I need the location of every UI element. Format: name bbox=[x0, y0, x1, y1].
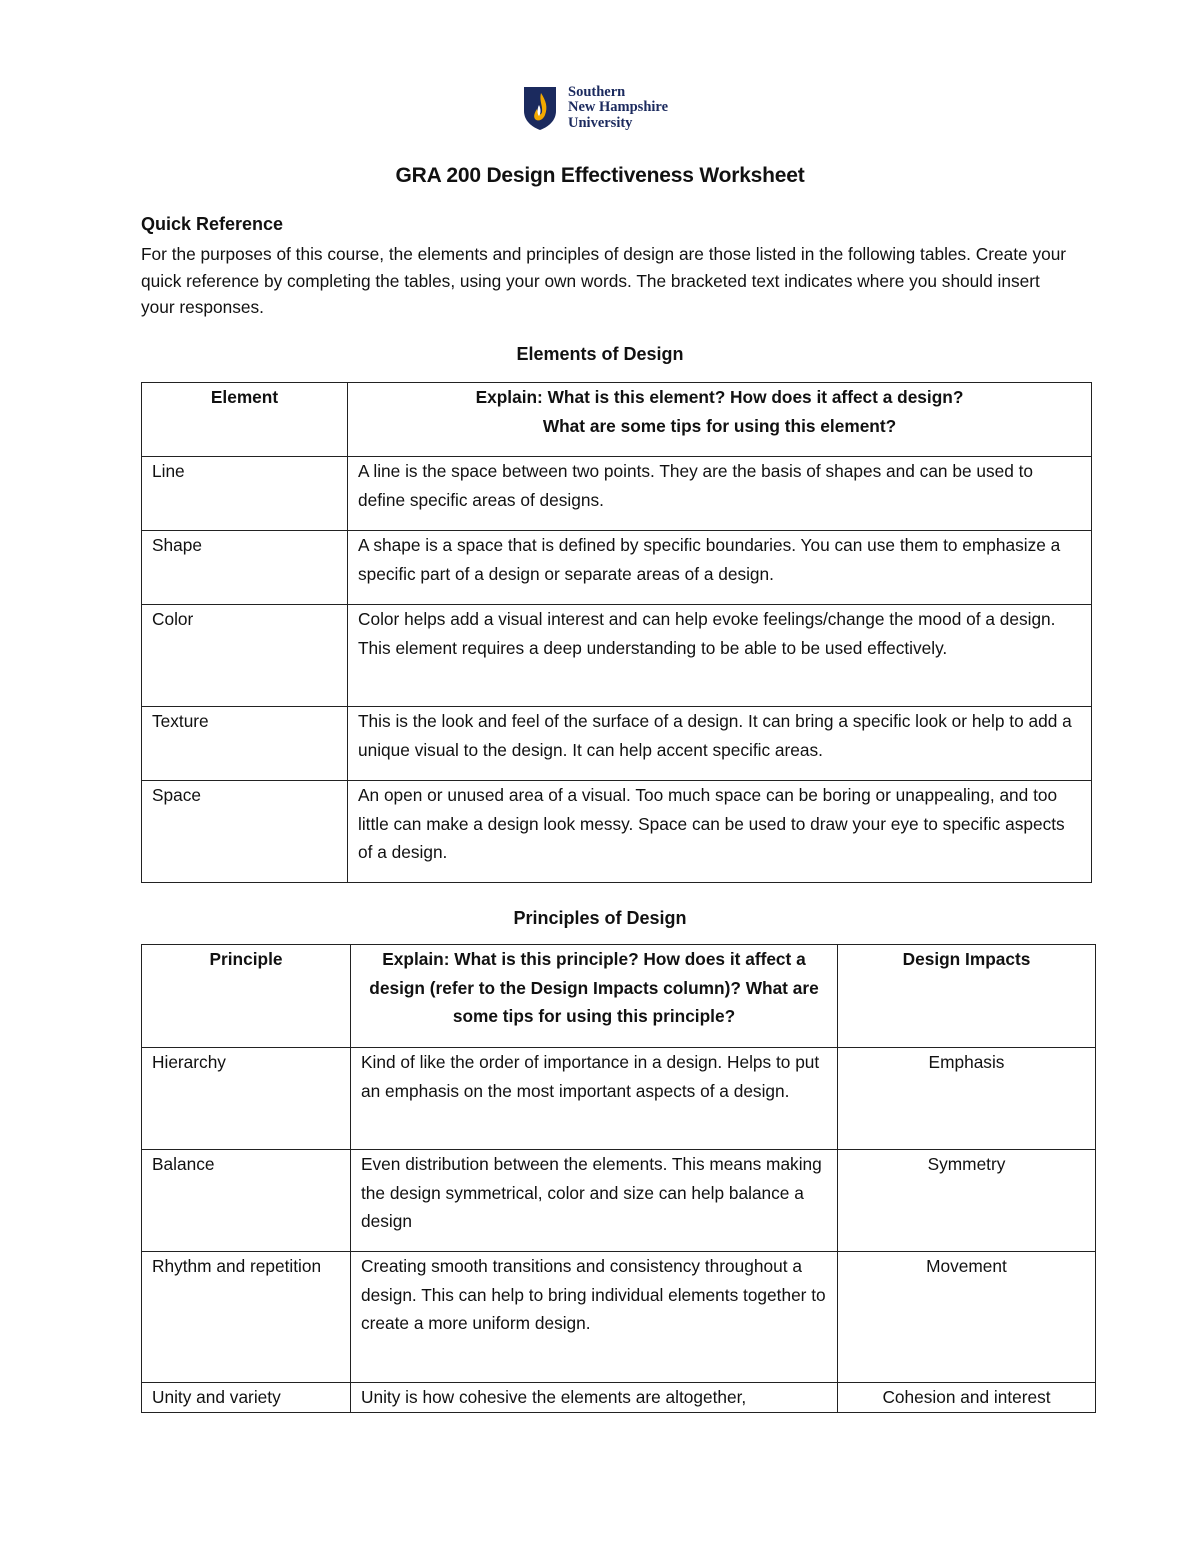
header-explain-line-2: What are some tips for using this element? bbox=[542, 415, 897, 436]
element-name: Space bbox=[142, 781, 348, 883]
header-explain: Explain: What is this principle? How does it affect a design (refer to the Design Impacts column)? What are some tips for using this principle? bbox=[351, 945, 838, 1048]
principles-table bbox=[141, 944, 1096, 1413]
elements-table-title: Elements of Design bbox=[516, 344, 684, 364]
table-row bbox=[142, 1383, 1096, 1413]
element-name: Texture bbox=[142, 707, 348, 781]
principle-name: Hierarchy bbox=[142, 1048, 351, 1150]
shield-flame-icon bbox=[522, 85, 558, 131]
header-explain bbox=[348, 383, 1092, 457]
table-row bbox=[142, 1150, 1096, 1252]
element-explain: An open or unused area of a visual. Too much space can be boring or unappealing, and too little can make a design look messy. Space can be used to draw your eye to specific aspects of a design. bbox=[348, 781, 1092, 883]
table-row bbox=[142, 457, 1092, 531]
university-logo bbox=[522, 84, 668, 132]
element-name: Color bbox=[142, 605, 348, 707]
principle-name: Rhythm and repetition bbox=[142, 1252, 351, 1383]
header-explain-line-1: Explain: What is this element? How does it affect a design? bbox=[475, 387, 964, 407]
header-principle: Principle bbox=[142, 945, 351, 1048]
table-row bbox=[142, 1048, 1096, 1150]
element-explain: A line is the space between two points. They are the basis of shapes and can be used to define specific areas of designs. bbox=[348, 457, 1092, 531]
logo-line-1: Southern bbox=[568, 83, 626, 100]
table-row bbox=[142, 531, 1092, 605]
table-row bbox=[142, 1252, 1096, 1383]
intro-paragraph: For the purposes of this course, the elements and principles of design are those listed in the following tables. Create your quick reference by completing the tables, using your own words. The bracketed text indicates where you should insert your responses. bbox=[141, 244, 1067, 317]
element-name: Shape bbox=[142, 531, 348, 605]
table-header-row bbox=[142, 945, 1096, 1048]
principle-name: Unity and variety bbox=[142, 1383, 351, 1413]
logo-line-2: New Hampshire bbox=[568, 99, 669, 116]
header-element: Element bbox=[142, 383, 348, 457]
element-explain: A shape is a space that is defined by specific boundaries. You can use them to emphasize a specific part of a design or separate areas of a design. bbox=[348, 531, 1092, 605]
element-explain: Color helps add a visual interest and can help evoke feelings/change the mood of a design. This element requires a deep understanding to be able to be used effectively. bbox=[348, 605, 1092, 707]
principle-explain: Kind of like the order of importance in a design. Helps to put an emphasis on the most important aspects of a design. bbox=[351, 1048, 838, 1150]
document-title: GRA 200 Design Effectiveness Worksheet bbox=[395, 164, 805, 187]
table-row bbox=[142, 605, 1092, 707]
logo-line-3: University bbox=[568, 114, 633, 131]
principle-impact: Cohesion and interest bbox=[838, 1383, 1096, 1413]
table-row bbox=[142, 707, 1092, 781]
logo-wordmark bbox=[568, 85, 668, 132]
principle-name: Balance bbox=[142, 1150, 351, 1252]
table-header-row bbox=[142, 383, 1092, 457]
principle-explain: Even distribution between the elements. This means making the design symmetrical, color and size can help balance a design bbox=[351, 1150, 838, 1252]
element-explain: This is the look and feel of the surface of a design. It can bring a specific look or help to add a unique visual to the design. It can help accent specific areas. bbox=[348, 707, 1092, 781]
principle-explain: Creating smooth transitions and consistency throughout a design. This can help to bring individual elements together to create a more uniform design. bbox=[351, 1252, 838, 1383]
principle-explain: Unity is how cohesive the elements are altogether, bbox=[351, 1383, 838, 1413]
quick-reference-heading: Quick Reference bbox=[141, 214, 284, 234]
principle-impact: Emphasis bbox=[838, 1048, 1096, 1150]
table-row bbox=[142, 781, 1092, 883]
element-name: Line bbox=[142, 457, 348, 531]
elements-table bbox=[141, 382, 1092, 883]
principle-impact: Movement bbox=[838, 1252, 1096, 1383]
principle-impact: Symmetry bbox=[838, 1150, 1096, 1252]
header-design-impacts: Design Impacts bbox=[838, 945, 1096, 1048]
principles-table-title: Principles of Design bbox=[513, 908, 687, 928]
